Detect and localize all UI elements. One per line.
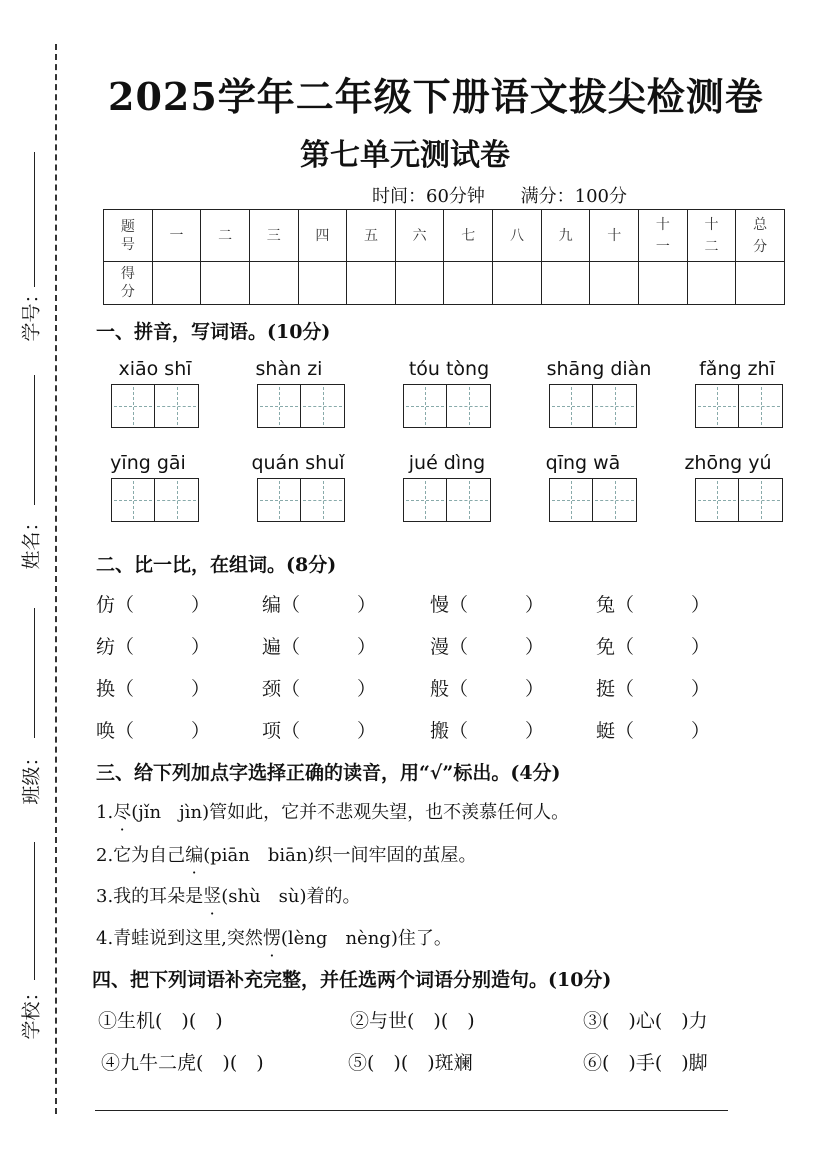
dotted-char: 竖 [203,886,222,907]
score-cell[interactable] [687,262,736,305]
col-12: 十 二 [687,210,736,262]
head-label: 题 号 [104,210,153,262]
col-5: 五 [347,210,396,262]
page-subtitle: 第七单元测试卷 [300,138,510,173]
col-total: 总 分 [736,210,785,262]
writing-grid[interactable] [695,384,783,428]
dotted-char: 愣 [262,928,281,949]
sentence-answer-line[interactable] [95,1110,728,1111]
score-cell[interactable] [639,262,688,305]
name-label: 姓名： [20,512,43,570]
full-score: 满分：100分 [520,186,627,207]
score-cell[interactable] [201,262,250,305]
pinyin: shāng diàn [546,358,652,380]
score-cell[interactable] [736,262,785,305]
compare-item[interactable]: 慢（ ） [430,594,545,616]
reading-question[interactable]: 2.它为自己编(piān biān)织一间牢固的茧屋。 [96,845,477,866]
compare-item[interactable]: 纺（ ） [96,636,211,658]
writing-grid[interactable] [111,384,199,428]
compare-item[interactable]: 漫（ ） [430,636,545,658]
pinyin: zhōng yú [684,452,772,474]
score-cell[interactable] [493,262,542,305]
score-cell[interactable] [541,262,590,305]
col-6: 六 [395,210,444,262]
idiom-item[interactable]: ②与世( )( ) [350,1010,475,1032]
col-11: 十 一 [639,210,688,262]
score-cell[interactable] [347,262,396,305]
score-table [103,209,785,305]
col-10: 十 [590,210,639,262]
idiom-item[interactable]: ①生机( )( ) [98,1010,223,1032]
compare-item[interactable]: 兔（ ） [596,594,711,616]
compare-item[interactable]: 颈（ ） [262,678,377,700]
writing-grid[interactable] [403,478,491,522]
compare-item[interactable]: 挺（ ） [596,678,711,700]
binding-dashed-line [55,44,57,1114]
score-table-score-row [104,262,785,305]
pinyin: shàn zi [255,358,323,380]
pinyin: fǎng zhī [699,358,775,380]
compare-item[interactable]: 蜓（ ） [596,720,711,742]
reading-question[interactable]: 3.我的耳朵是竖(shù sù)着的。 [96,886,361,907]
reading-question[interactable]: 4.青蛙说到这里,突然愣(lèng nèng)住了。 [96,928,452,949]
score-label: 得 分 [104,262,153,305]
score-cell[interactable] [395,262,444,305]
writing-grid[interactable] [549,384,637,428]
dotted-char: 编 [185,845,204,866]
section-1-title: 一、拼音，写词语。(10分) [96,321,331,343]
school-label: 学校： [20,982,43,1040]
compare-item[interactable]: 编（ ） [262,594,377,616]
idiom-item[interactable]: ③( )心( )力 [583,1010,708,1032]
idiom-item[interactable]: ⑥( )手( )脚 [583,1052,708,1074]
pinyin: quán shuǐ [251,452,345,474]
col-7: 七 [444,210,493,262]
pinyin: yīng gāi [110,452,186,474]
col-9: 九 [541,210,590,262]
school-line [34,842,35,980]
writing-grid[interactable] [549,478,637,522]
col-2: 二 [201,210,250,262]
compare-item[interactable]: 搬（ ） [430,720,545,742]
col-4: 四 [298,210,347,262]
writing-grid[interactable] [257,384,345,428]
compare-item[interactable]: 免（ ） [596,636,711,658]
number-label: 学号： [20,284,43,342]
score-cell[interactable] [152,262,201,305]
class-label: 班级： [20,747,43,805]
compare-item[interactable]: 遍（ ） [262,636,377,658]
idiom-item[interactable]: ④九牛二虎( )( ) [101,1052,264,1074]
section-3-title: 三、给下列加点字选择正确的读音，用“√”标出。(4分) [96,762,561,784]
score-cell[interactable] [298,262,347,305]
writing-grid[interactable] [257,478,345,522]
pinyin: jué dìng [408,452,486,474]
compare-item[interactable]: 项（ ） [262,720,377,742]
col-3: 三 [249,210,298,262]
pinyin: qīng wā [545,452,621,474]
class-line [34,608,35,738]
dotted-char: 尽 [113,802,132,823]
reading-question[interactable]: 1.尽(jǐn jìn)管如此，它并不悲观失望，也不羡慕任何人。 [96,802,570,823]
number-line [34,152,35,287]
writing-grid[interactable] [403,384,491,428]
col-1: 一 [152,210,201,262]
idiom-item[interactable]: ⑤( )( )斑斓 [348,1052,473,1074]
section-2-title: 二、比一比，在组词。(8分) [96,554,337,576]
compare-item[interactable]: 仿（ ） [96,594,211,616]
time-limit: 时间：60分钟 [372,186,485,207]
score-cell[interactable] [444,262,493,305]
writing-grid[interactable] [695,478,783,522]
pinyin: tóu tòng [408,358,490,380]
score-cell[interactable] [590,262,639,305]
writing-grid[interactable] [111,478,199,522]
compare-item[interactable]: 换（ ） [96,678,211,700]
score-cell[interactable] [249,262,298,305]
score-table-head-row [104,210,785,262]
pinyin: xiāo shī [118,358,192,380]
section-4-title: 四、把下列词语补充完整，并任选两个词语分别造句。(10分) [92,969,612,991]
col-8: 八 [493,210,542,262]
name-line-upper [34,375,35,505]
page-title: 2025学年二年级下册语文拔尖检测卷 [108,74,764,119]
exam-info [372,182,657,208]
compare-item[interactable]: 唤（ ） [96,720,211,742]
compare-item[interactable]: 般（ ） [430,678,545,700]
